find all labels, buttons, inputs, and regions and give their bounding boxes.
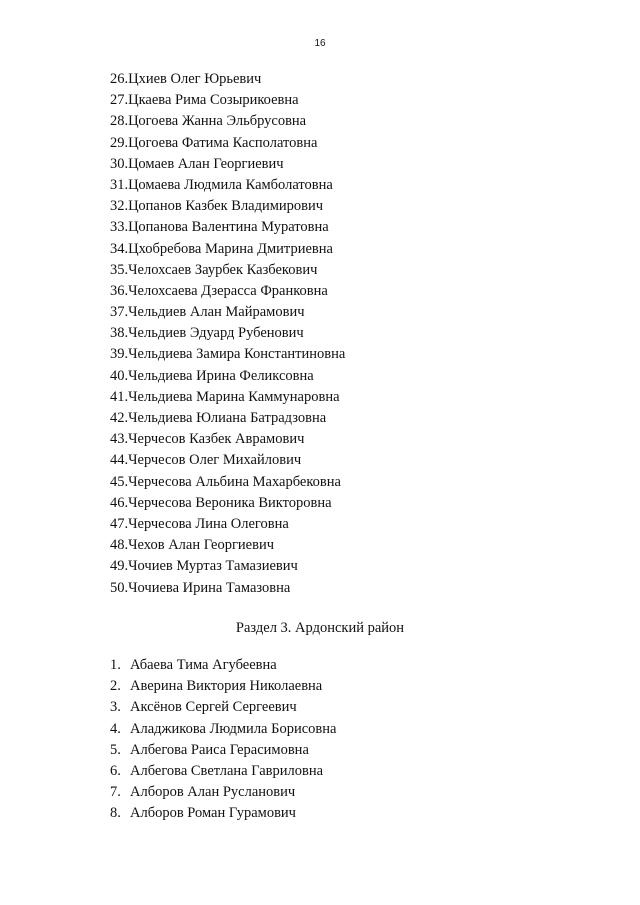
page-number: 16 — [314, 38, 326, 49]
list-item-number: 8. — [110, 805, 121, 822]
list-item — [110, 740, 336, 761]
list-item: 34.Цхобребова Марина Дмитриевна — [110, 240, 333, 257]
list-item: 32.Цопанов Казбек Владимирович — [110, 198, 324, 215]
list-item-number: 1. — [110, 657, 121, 673]
list-item: 44.Черчесов Олег Михайлович — [110, 452, 302, 469]
list-item-number: 5. — [110, 741, 121, 758]
list-item — [110, 761, 336, 782]
list-item-name: Аксёнов Сергей Сергеевич — [130, 699, 297, 716]
list-item: 36.Челохсаева Дзерасса Франковна — [110, 282, 328, 299]
list-item-name: Алборов Роман Гурамович — [130, 805, 296, 822]
list-item-name: Алборов Алан Русланович — [130, 784, 296, 801]
list-item — [110, 676, 336, 697]
list-item-number: 3. — [110, 699, 121, 716]
list-item-number: 4. — [110, 720, 121, 737]
list-item: 50.Чочиева Ирина Тамазовна — [110, 579, 291, 596]
list-item-name: Аладжикова Людмила Борисовна — [130, 720, 337, 737]
list-item: 48.Чехов Алан Георгиевич — [110, 537, 274, 554]
list-item: 27.Цкаева Рима Созырикоевна — [110, 92, 299, 109]
list-item-number: 7. — [110, 784, 121, 801]
list-item: 43.Черчесов Казбек Аврамович — [110, 431, 305, 448]
list-item-name: Абаева Тима Агубеевна — [130, 657, 277, 673]
list-item: 42.Чельдиева Юлиана Батрадзовна — [110, 410, 327, 426]
list-item — [110, 697, 336, 718]
name-list-section-3 — [110, 655, 336, 825]
list-item: 41.Чельдиева Марина Каммунаровна — [110, 388, 340, 405]
name-list-continued — [110, 69, 345, 599]
list-item: 35.Челохсаев Заурбек Казбекович — [110, 261, 318, 278]
list-item — [110, 655, 336, 676]
list-item: 46.Черчесова Вероника Викторовна — [110, 494, 332, 511]
list-item: 33.Цопанова Валентина Муратовна — [110, 219, 329, 236]
list-item: 31.Цомаева Людмила Камболатовна — [110, 176, 333, 193]
list-item-name: Аверина Виктория Николаевна — [130, 678, 323, 695]
list-item: 26.Цхиев Олег Юрьевич — [110, 71, 262, 87]
list-item-number: 2. — [110, 678, 121, 695]
list-item: 28.Цогоева Жанна Эльбрусовна — [110, 113, 307, 130]
list-item: 47.Черчесова Лина Олеговна — [110, 515, 289, 532]
list-item-name: Албегова Раиса Герасимовна — [130, 741, 309, 758]
list-item — [110, 803, 336, 824]
list-item-number: 6. — [110, 762, 121, 779]
list-item-name: Албегова Светлана Гавриловна — [130, 762, 324, 779]
list-item — [110, 782, 336, 803]
list-item: 45.Черчесова Альбина Махарбековна — [110, 473, 341, 490]
list-item: 39.Чельдиева Замира Константиновна — [110, 346, 346, 363]
list-item: 49.Чочиев Муртаз Тамазиевич — [110, 558, 298, 575]
list-item: 29.Цогоева Фатима Касполатовна — [110, 134, 318, 151]
list-item: 40.Чельдиева Ирина Феликсовна — [110, 367, 314, 384]
section-heading: Раздел 3. Ардонский район — [235, 620, 405, 636]
list-item: 38.Чельдиев Эдуард Рубенович — [110, 325, 304, 342]
list-item: 37.Чельдиев Алан Майрамович — [110, 304, 305, 321]
list-item: 30.Цомаев Алан Георгиевич — [110, 155, 284, 172]
list-item — [110, 719, 336, 740]
